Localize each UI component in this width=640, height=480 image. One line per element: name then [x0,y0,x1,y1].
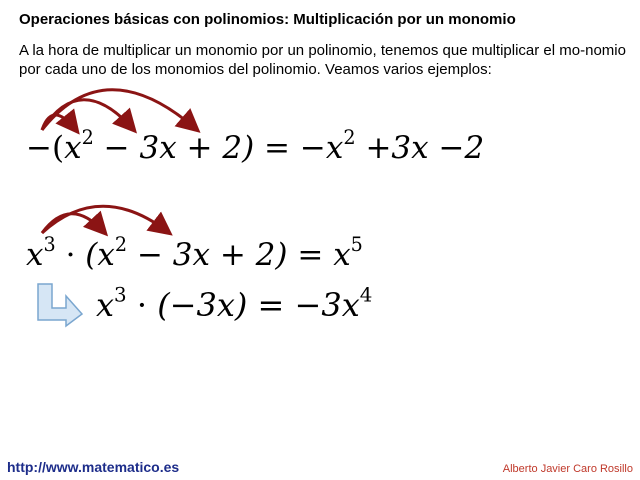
arrow-1a [42,115,76,130]
eq3-exp: 3 [114,283,127,307]
eq1-rhs-term1: −x [299,130,344,166]
eq3-rhs-exp: 4 [359,283,373,307]
arrow-1c [42,90,196,130]
eq1-prefix: −( [26,130,65,166]
page-title: Operaciones básicas con polinomios: Multiplicación por un monomio [19,11,516,28]
example-3-equation [96,283,373,324]
eq1-rhs-term3: −2 [438,130,485,166]
eq1-equals: = [264,130,291,166]
intro-paragraph: A la hora de multiplicar un monomio por un polinomio, tenemos que multiplicar el mo-nomio por cada uno de los monomios del polinomio. Veamos varios ejemplos: [19,42,626,78]
example-1-equation [26,126,485,166]
eq3-rhs: −3x [294,286,360,324]
eq1-rhs-exp1: 2 [343,126,356,150]
eq2-equals: = [297,237,324,273]
author-credit: Alberto Javier Caro Rosillo [502,463,633,475]
eq2-rhs: x [333,237,351,273]
eq2-exp: 3 [43,233,56,257]
arrow-2b [42,206,168,233]
eq2-rhs-exp: 5 [350,233,363,257]
eq1-rhs-term2: +3x [365,130,429,166]
eq2-inner-exp: 2 [114,233,128,257]
eq1-exp1: 2 [81,126,94,150]
eq3-x: x [96,286,115,324]
eq1-x: x [64,130,82,166]
eq2-x: x [26,237,44,273]
eq1-rest: − 3x + 2) [103,130,255,166]
eq3-dot: · [136,286,148,324]
eq3-factor: (−3x) [157,286,248,324]
down-right-arrow-icon [36,282,84,328]
website-link[interactable]: http://www.matematico.es [7,459,180,475]
eq2-open: (x [85,237,115,273]
eq2-rest: − 3x + 2) [136,237,288,273]
eq2-dot: · [65,237,76,273]
arrow-2a [42,214,104,233]
eq3-equals: = [257,286,285,324]
example-2-equation [26,233,363,273]
